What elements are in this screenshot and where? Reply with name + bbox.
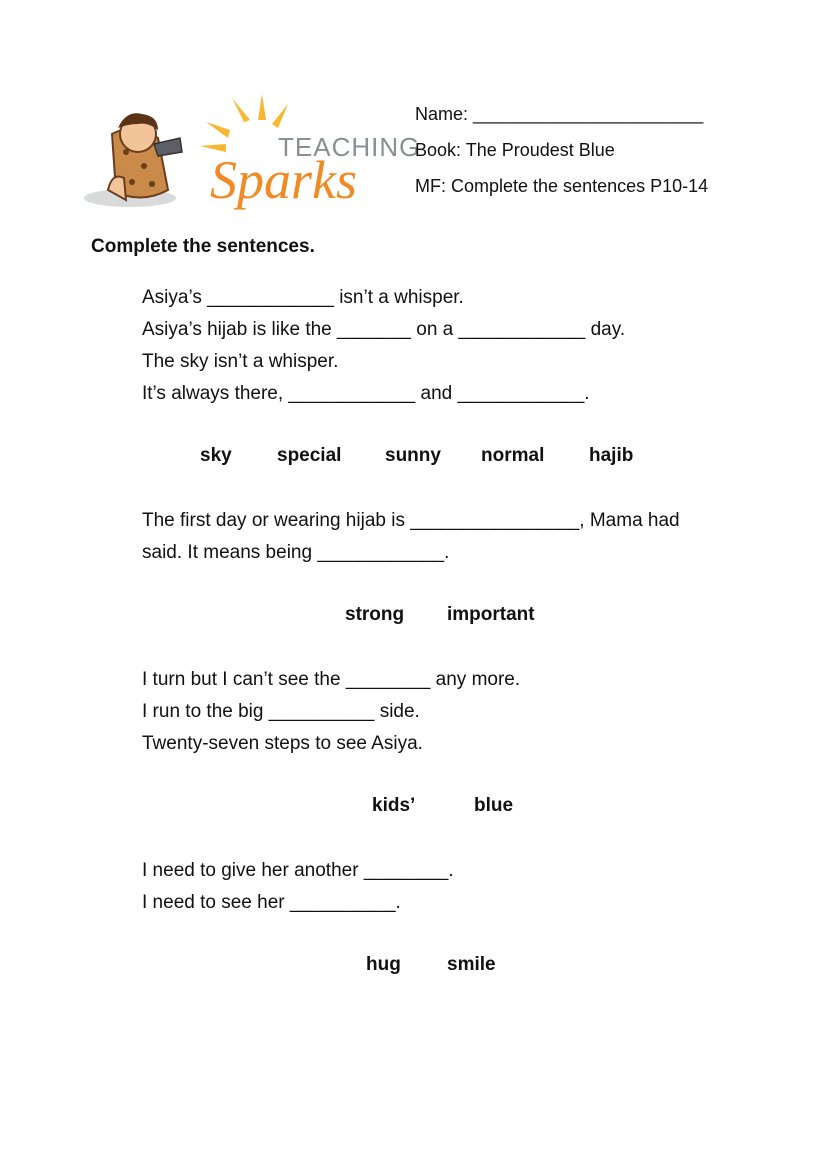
word-bank-item: smile [447,954,496,975]
sentence-line: The first day or wearing hijab is ________________, Mama had [142,510,680,531]
sentence-line: I run to the big __________ side. [142,701,420,722]
sentence-line: Asiya’s ____________ isn’t a whisper. [142,287,464,308]
word-bank-item: normal [481,445,545,466]
sentence-line: said. It means being ____________. [142,542,450,563]
word-bank-item: special [277,445,342,466]
word-bank-item: hug [366,954,401,975]
caveman-mascot-icon [84,113,182,207]
book-title-line: Book: The Proudest Blue [415,140,615,160]
sentence-block-2 [142,507,680,571]
sentence-block-4 [142,857,454,921]
sentence-line: I turn but I can’t see the ________ any more. [142,669,521,690]
sentence-line: I need to give her another ________. [142,860,454,881]
word-bank-item: kids’ [372,795,416,816]
logo-text-bottom: Sparks [210,150,357,210]
instruction-heading: Complete the sentences. [91,236,315,257]
sentence-block-1 [142,284,625,412]
sentence-line: Twenty-seven steps to see Asiya. [142,733,423,754]
mf-line: MF: Complete the sentences P10-14 [415,176,709,196]
word-bank-item: hajib [589,445,634,466]
sentence-line: It’s always there, ____________ and ____________. [142,383,590,404]
name-field-line: Name: _______________________ [415,104,704,124]
word-bank-item: sky [200,445,232,466]
sentence-line: I need to see her __________. [142,892,401,913]
teaching-sparks-logo [82,94,421,218]
word-bank-item: sunny [385,445,441,466]
sentence-block-3 [142,666,520,762]
logo-text-top: TEACHING [278,132,421,162]
sun-rays-icon [200,94,288,152]
word-bank-item: strong [345,604,405,625]
word-bank-item: blue [474,795,514,816]
worksheet-header [415,100,708,208]
sentence-line: The sky isn’t a whisper. [142,351,339,372]
word-bank-item: important [447,604,535,625]
sentence-line: Asiya’s hijab is like the _______ on a ____________ day. [142,319,626,340]
